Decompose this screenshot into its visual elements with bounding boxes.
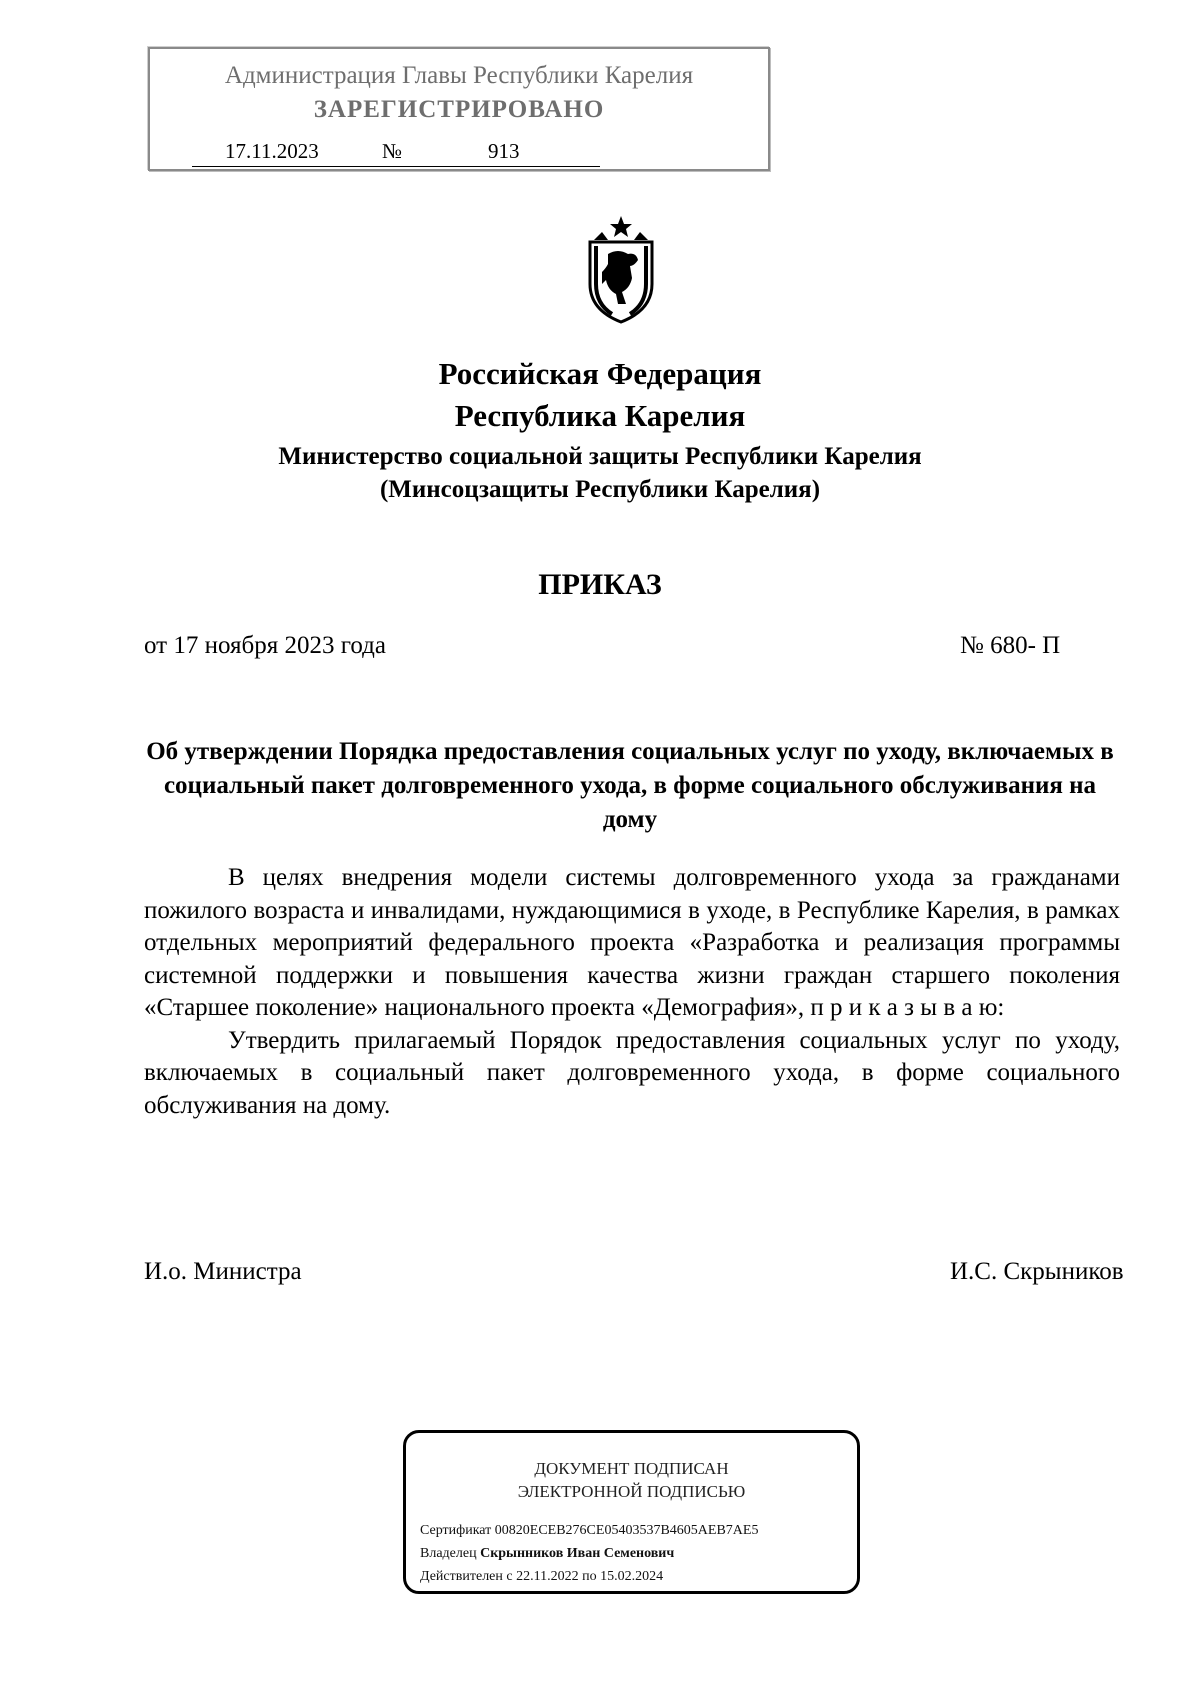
stamp-date: 17.11.2023 xyxy=(225,139,319,163)
signatory-name: И.С. Скрыников xyxy=(950,1258,1124,1285)
region-title: Республика Карелия xyxy=(454,398,746,433)
stamp-number-label: № xyxy=(382,139,403,163)
body-paragraph-2: Утвердить прилагаемый Порядок предоставления социальных услуг по уходу, включаемых в социальный пакет долговременного ухода, в форме социального обслуживания на дому. xyxy=(144,1026,1120,1119)
country-title: Российская Федерация xyxy=(438,356,762,391)
signatory-position: И.о. Министра xyxy=(144,1258,302,1285)
electronic-signature-stamp xyxy=(403,1430,860,1594)
esign-owner-value: Скрынников Иван Семенович xyxy=(480,1546,675,1561)
stamp-status: ЗАРЕГИСТРИРОВАНО xyxy=(313,96,605,123)
esign-certificate-value: 00820ECEB276CE05403537B4605AEB7AE5 xyxy=(494,1523,759,1538)
esign-owner xyxy=(420,1546,674,1562)
body-paragraph-1: В целях внедрения модели системы долговременного ухода за гражданами пожилого возраста и инвалидами, нуждающимися в уходе, в Республике Карелия, в рамках отдельных мероприятий федерального проекта «Разработка и реализация программы системной поддержки и повышения качества жизни граждан старшего поколения «Старшее поколение» национального проекта «Демография», п р и к а з ы в а ю: xyxy=(144,864,1120,1021)
esign-heading-line1: ДОКУМЕНТ ПОДПИСАН xyxy=(534,1459,729,1478)
esign-certificate-label: Сертификат xyxy=(420,1523,492,1538)
esign-valid-from: 22.11.2022 xyxy=(516,1569,579,1584)
document-type: ПРИКАЗ xyxy=(538,568,662,601)
esign-owner-label: Владелец xyxy=(420,1546,477,1561)
order-subject: Об утверждении Порядка предоставления социальных услуг по уходу, включаемых в социальный пакет долговременного ухода, в форме социального обслуживания на дому xyxy=(146,738,1114,833)
order-body xyxy=(144,862,1120,1122)
stamp-number: 913 xyxy=(488,139,520,163)
ministry-title: Министерство социальной защиты Республики Карелия xyxy=(278,443,922,470)
esign-valid-to: 15.02.2024 xyxy=(600,1569,664,1584)
karelia-coat-of-arms-icon xyxy=(572,214,670,324)
esign-validity xyxy=(420,1569,663,1585)
stamp-organization: Администрация Главы Республики Карелия xyxy=(224,62,694,89)
registration-stamp xyxy=(148,47,770,171)
esign-heading-line2: ЭЛЕКТРОННОЙ ПОДПИСЬЮ xyxy=(517,1482,746,1501)
order-number: № 680- П xyxy=(960,632,1061,659)
ministry-short-title: (Минсоцзащиты Республики Карелия) xyxy=(379,476,821,503)
order-date: от 17 ноября 2023 года xyxy=(144,632,386,659)
stamp-registration-line xyxy=(192,139,600,167)
esign-valid-label: Действителен с xyxy=(420,1569,513,1584)
esign-certificate xyxy=(420,1523,758,1539)
esign-valid-to-label: по xyxy=(582,1569,597,1584)
